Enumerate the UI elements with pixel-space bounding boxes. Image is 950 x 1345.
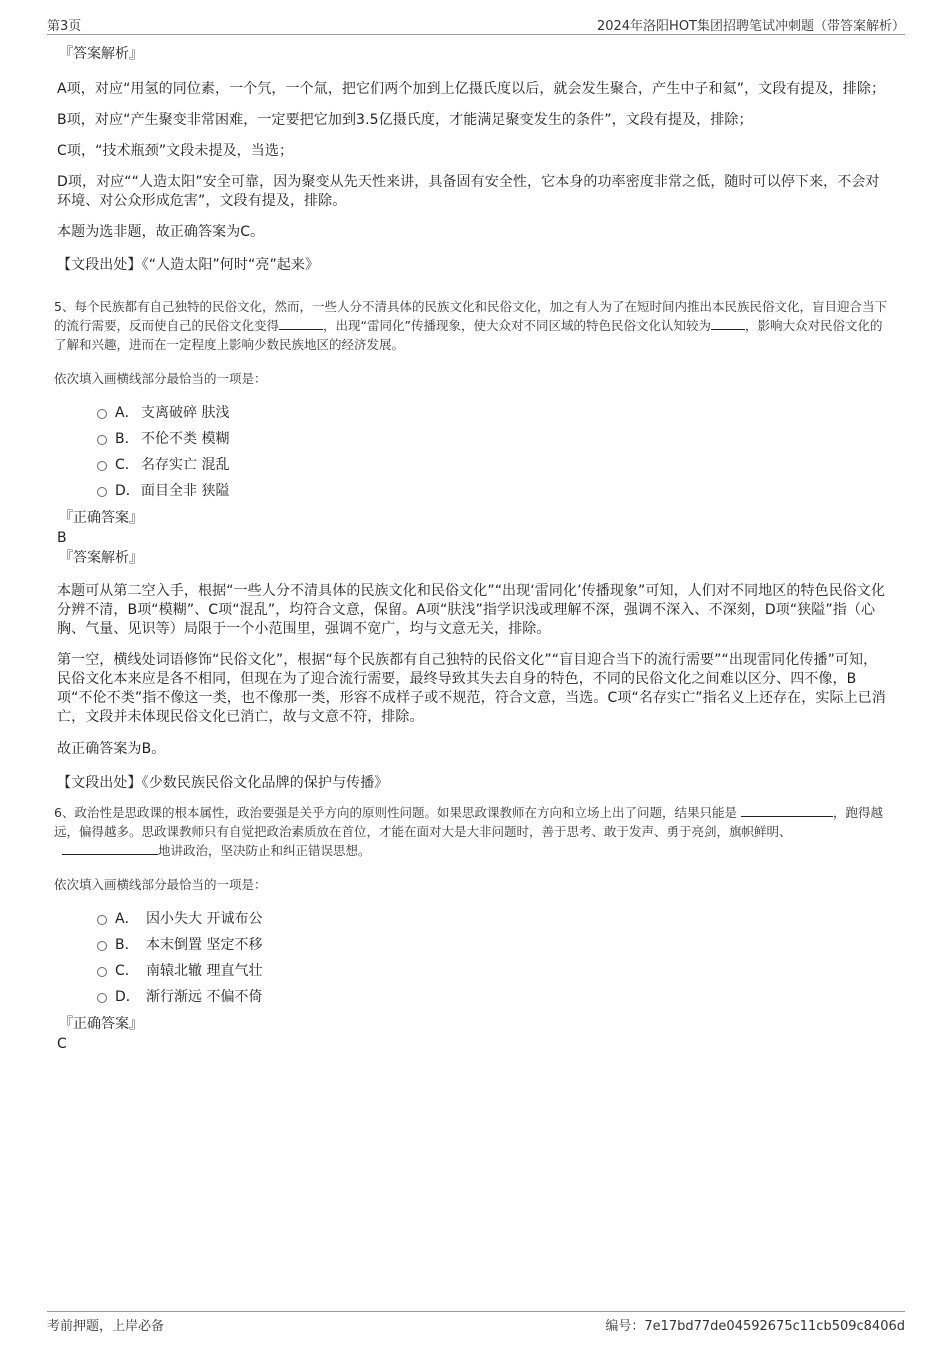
q5-text-part1: 5、每个民族都有自己独特的民俗文化，然而，一些人分不清具体的民族文化和民俗文化，加之有人为了在短时间内推出本民族民俗文化，盲目迎合当下的流行需要，反而使自己的民俗文化变得 bbox=[54, 299, 887, 333]
option-letter: B． bbox=[115, 937, 139, 953]
q5-analysis-1: 本题可从第二空入手，根据“一些人分不清具体的民族文化和民俗文化”“出现‘雷同化’传播现象”可知，人们对不同地区的特色民俗文化分辨不清，B项“模糊”、C项“混乱”，均符合文意，保留。A项“肤浅”指学识浅或理解不深，强调不深入、不深刻，D项“狭隘”指（心胸、气量、见识等）局限于一个小范围里，强调不宽广，均与文意无关，排除。 bbox=[57, 583, 886, 637]
code-label: 编号： bbox=[605, 1319, 645, 1334]
q5-blank-1 bbox=[279, 316, 323, 330]
page-footer bbox=[47, 1311, 905, 1334]
q6-text-part1: 6、政治性是思政课的根本属性，政治要强是关乎方向的原则性问题。如果思政课教师在方向和立场上出了问题，结果只能是 bbox=[54, 805, 737, 820]
q5-prompt: 依次填入画横线部分最恰当的一项是： bbox=[54, 371, 267, 386]
radio-icon[interactable] bbox=[97, 941, 107, 951]
option-letter: A． bbox=[115, 405, 139, 421]
q5-option-a[interactable] bbox=[57, 400, 887, 426]
radio-icon[interactable] bbox=[97, 993, 107, 1003]
document-title: 2024年洛阳HOT集团招聘笔试冲刺题（带答案解析） bbox=[596, 19, 905, 34]
footer-slogan: 考前押题，上岸必备 bbox=[47, 1319, 165, 1334]
q5-text-part3: ，影响大众对民俗文化的了解和兴趣，进而在一定程度上影响少数民族地区的经济发展。 bbox=[54, 318, 883, 352]
q4-analysis-label: 『答案解析』 bbox=[59, 46, 143, 62]
radio-icon[interactable] bbox=[97, 915, 107, 925]
q5-analysis-label: 『答案解析』 bbox=[59, 550, 143, 566]
q6-question-text bbox=[54, 803, 887, 860]
q5-source: 【文段出处】《少数民族民俗文化品牌的保护与传播》 bbox=[57, 775, 389, 791]
radio-icon[interactable] bbox=[97, 461, 107, 471]
radio-icon[interactable] bbox=[97, 487, 107, 497]
q6-text-part3: 地讲政治，坚决防止和纠正错误思想。 bbox=[158, 843, 371, 858]
q6-prompt: 依次填入画横线部分最恰当的一项是： bbox=[54, 877, 267, 892]
option-text: 面目全非 狭隘 bbox=[141, 483, 230, 499]
page-number: 第3页 bbox=[47, 19, 82, 34]
q6-option-b[interactable] bbox=[57, 932, 887, 958]
q4-analysis-d: D项，对应““人造太阳”安全可靠，因为聚变从先天性来讲，具备固有安全性，它本身的功率密度非常之低，随时可以停下来，不会对环境、对公众形成危害”，文段有提及，排除。 bbox=[57, 174, 880, 209]
q4-source: 【文段出处】《“人造太阳”何时“亮”起来》 bbox=[57, 257, 320, 273]
q5-answer: B bbox=[57, 530, 67, 546]
q4-analysis-c: C项，“技术瓶颈”文段未提及，当选； bbox=[57, 143, 294, 159]
q6-option-c[interactable] bbox=[57, 958, 887, 984]
q5-blank-2 bbox=[711, 316, 745, 330]
q6-blank-2 bbox=[62, 841, 158, 855]
option-text: 渐行渐远 不偏不倚 bbox=[146, 989, 263, 1005]
option-text: 支离破碎 肤浅 bbox=[141, 405, 230, 421]
q4-analysis-a: A项，对应“用氢的同位素，一个氕，一个氚，把它们两个加到上亿摄氏度以后，就会发生聚合，产生中子和氦”，文段有提及，排除； bbox=[57, 81, 886, 97]
option-text: 不伦不类 模糊 bbox=[141, 431, 230, 447]
option-letter: B． bbox=[115, 431, 139, 447]
document-code bbox=[605, 1315, 905, 1334]
q5-option-c[interactable] bbox=[57, 452, 887, 478]
q6-answer: C bbox=[57, 1036, 67, 1052]
option-text: 名存实亡 混乱 bbox=[141, 457, 230, 473]
q4-conclusion: 本题为选非题，故正确答案为C。 bbox=[57, 224, 265, 240]
q5-text-part2: ，出现“雷同化”传播现象，使大众对不同区域的特色民俗文化认知较为 bbox=[323, 318, 711, 333]
q6-options bbox=[57, 906, 887, 1010]
q6-option-a[interactable] bbox=[57, 906, 887, 932]
q5-analysis-2: 第一空，横线处词语修饰“民俗文化”，根据“每个民族都有自己独特的民俗文化”“盲目迎合当下的流行需要”“出现雷同化传播”可知，民俗文化本来应是各不相同，但现在为了迎合流行需要，最终导致其失去自身的特色，不同的民俗文化之间难以区分、四不像，B项“不伦不类”指不像这一类，也不像那一类，形容不成样子或不规范，符合文意，当选。C项“名存实亡”指名义上还存在，实际上已消亡，文段并未体现民俗文化已消亡，故与文意不符，排除。 bbox=[57, 652, 886, 725]
option-letter: D． bbox=[115, 989, 140, 1005]
q5-option-d[interactable] bbox=[57, 478, 887, 504]
code-value: 7e17bd77de04592675c11cb509c8406d bbox=[644, 1319, 905, 1334]
option-letter: A． bbox=[115, 911, 139, 927]
q5-answer-label: 『正确答案』 bbox=[59, 510, 143, 526]
q6-answer-label: 『正确答案』 bbox=[59, 1016, 143, 1032]
q5-question-text bbox=[54, 297, 887, 354]
radio-icon[interactable] bbox=[97, 435, 107, 445]
option-text: 因小失大 开诚布公 bbox=[146, 911, 263, 927]
option-letter: C． bbox=[115, 457, 139, 473]
option-text: 本末倒置 坚定不移 bbox=[146, 937, 263, 953]
q5-option-b[interactable] bbox=[57, 426, 887, 452]
page-content bbox=[54, 44, 887, 1054]
option-text: 南辕北辙 理直气壮 bbox=[146, 963, 263, 979]
radio-icon[interactable] bbox=[97, 967, 107, 977]
q5-conclusion: 故正确答案为B。 bbox=[57, 741, 166, 757]
option-letter: C． bbox=[115, 963, 139, 979]
q6-option-d[interactable] bbox=[57, 984, 887, 1010]
option-letter: D． bbox=[115, 483, 140, 499]
q6-blank-1 bbox=[741, 803, 833, 817]
radio-icon[interactable] bbox=[97, 409, 107, 419]
page-header bbox=[47, 14, 905, 35]
q6-text-part2: ，跑得越远，偏得越多。思政课教师只有自觉把政治素质放在首位，才能在面对大是大非问题时，善于思考、敢于发声、勇于亮剑，旗帜鲜明、 bbox=[54, 805, 883, 839]
q5-options bbox=[57, 400, 887, 504]
q4-analysis-b: B项，对应“产生聚变非常困难，一定要把它加到3.5亿摄氏度，才能满足聚变发生的条件”，文段有提及，排除； bbox=[57, 112, 753, 128]
